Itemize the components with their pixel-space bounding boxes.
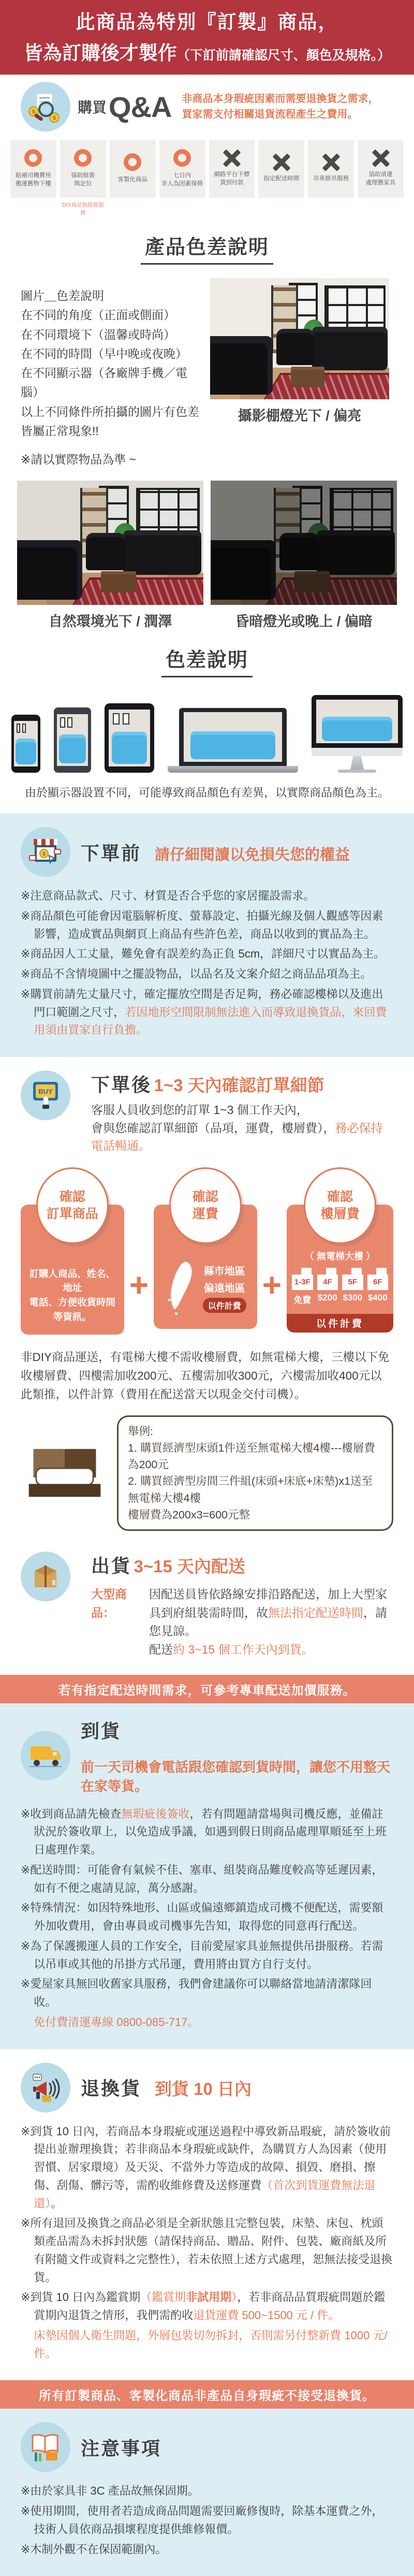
- yes-circle-icon: [24, 149, 42, 167]
- desktop-device-icon: [312, 695, 403, 773]
- x-cross-icon: [322, 154, 341, 170]
- confirm-cards: [21, 1190, 393, 1335]
- storefront-icon: [21, 827, 70, 877]
- svg-text:$: $: [42, 851, 46, 857]
- monitor-note: 由於顯示器設置不同，可能導致商品顏色有差異，以實際商品顏色為主。: [24, 786, 389, 799]
- post-order-section: [0, 1057, 414, 1549]
- returns-heading: 退換貨: [81, 2078, 142, 2100]
- caption-dark: 昏暗燈光或晚上 / 偏暗: [235, 614, 373, 629]
- notice-heading: 注意事項: [81, 2437, 162, 2459]
- note-line: ※商品顏色可能會因電腦解析度、螢幕設定、拍攝光線及個人觀感等因素影響，造成實品與網頁上商品有些許色差，商品以收到的實品為主。: [21, 909, 383, 940]
- photo-studio-light: [210, 278, 389, 399]
- x-cross-icon: [223, 150, 241, 166]
- delivery-heading: 到貨: [81, 1720, 122, 1742]
- plus-sign: +: [262, 1266, 282, 1304]
- returns-section: [0, 2049, 414, 2381]
- qa-title: 購買 Q&A: [78, 90, 172, 123]
- building-icon: 4F $200: [317, 1268, 338, 1306]
- note-line: ※注意商品款式、尺寸、材質是否合乎您的家居擺設需求。: [21, 889, 315, 902]
- pre-order-headline: 請仔細閱讀以免損失您的權益: [155, 846, 350, 863]
- carton-box-icon: [21, 1552, 70, 1601]
- caption-natural: 自然環境光下 / 潤澤: [48, 614, 172, 629]
- floor-fee-paragraph: 非DIY商品運送，有電梯大樓不需收樓層費，如無電梯大樓，三樓以下免收樓層費、四樓需加收200元、五樓需加收300元，六樓需加收400元以此類推，以件計算（費用在配送當天以現金交付司機）。: [21, 1350, 390, 1401]
- delivery-notes: [21, 1805, 393, 2032]
- caption-studio: 攝影棚燈光下 / 偏亮: [238, 408, 362, 424]
- yes-circle-icon: [124, 153, 141, 171]
- pre-order-notes: [21, 887, 393, 1039]
- returns-notes: [21, 2123, 393, 2363]
- building-icon: 5F $300: [342, 1268, 363, 1306]
- open-book-icon: [21, 2422, 70, 2472]
- bed-icon: [21, 1444, 109, 1502]
- yes-circle-icon: [173, 149, 191, 167]
- service-item: 指定配送時間: [258, 140, 304, 216]
- returns-headline: 到貨 10 日內: [155, 2079, 252, 2099]
- note-line: ※收到商品請先檢查無瑕疵後簽收，若有問題請當場與司機反應，並備註狀況於簽收單上，以免造成爭議，如遇到假日則商品處理單順延至上班日處理作業。: [21, 1807, 387, 1857]
- banner-line2: 皆為訂購後才製作（下訂前請確認尺寸、顏色及規格。）: [23, 42, 391, 64]
- mattress-note: 床墊因個人衛生問題，外層包裝切勿拆封，否則需另付整新費 1000 元/件。: [34, 2328, 388, 2360]
- service-item: 協助清運 處理舊家具: [358, 140, 404, 216]
- note-line: ※愛屋家具無回收舊家具服務，我們會建議你可以聯絡當地請清潔隊回收。: [21, 1977, 372, 2009]
- actual-item-note: ※請以實際物品為準 ~: [21, 453, 137, 466]
- note-line: ※配送時間：可能會有氣候不佳、塞車、組裝商品難度較高等延遲因素，如有不便之處請見諒，萬分感謝。: [21, 1863, 383, 1894]
- large-item-label: 大型商品：: [91, 1587, 127, 1619]
- purchase-qa-header: [0, 75, 414, 134]
- pre-order-heading: 下單前: [81, 842, 142, 864]
- x-cross-icon: [372, 150, 390, 166]
- per-item-badge: 以件計費: [203, 1298, 246, 1313]
- qa-magnifier-icon: [21, 82, 70, 132]
- color-diff-text: 圖片＿色差說明 在不同的角度（正面或側面） 在不同環境下（溫馨或時尚） 在不同的時間（早中晚或夜晚） 在不同顯示器（各廠牌手機／電腦） 以上不同條件所拍攝的圖片有色差 皆屬正常現象!!: [21, 289, 199, 438]
- x-cross-icon: [272, 154, 291, 170]
- plus-sign: +: [129, 1266, 149, 1304]
- notice-notes: [21, 2482, 393, 2558]
- tablet-device-icon: [105, 703, 154, 773]
- photo-dim-light: [211, 481, 397, 605]
- note-line: ※使用期間，使用者若造成商品問題需要回廠修復時，除基本運費之外，技術人員依商品損壞程度提供維修報價。: [21, 2505, 383, 2536]
- taiwan-map-icon: [165, 1257, 199, 1319]
- shipping-note: 因配送員皆依路線安排沿路配送，加上大型家具到府組裝需時間，故無法指定配送時間，請您見諒。: [149, 1587, 387, 1638]
- per-item-strip: 以件計費: [287, 1314, 393, 1333]
- service-item: 協助組裝 與定位 DIY商品無組裝服務: [60, 140, 106, 216]
- note-line: ※商品不含情境圖中之擺設物品，以品名及文案介紹之商品品項為主。: [21, 967, 372, 980]
- post-order-headline: 1~3 天內確認訂單細節: [154, 1076, 324, 1095]
- delivery-section: [0, 1703, 414, 2049]
- note-line: ※購買前請先丈量尺寸，確定擺放空間是否足夠，務必確認樓梯以及進出門口範圍之尺寸，若因地形空間限制無法進入而導致退換貨品，來回費用須由買家自行負擔。: [21, 987, 387, 1037]
- card-confirm-freight: 確認 運費 縣市地區 偏遠地區 以件計費: [154, 1205, 257, 1329]
- delivery-headline: 前一天司機會電話跟您確認到貨時間，讓您不用整天在家等貨。: [81, 1759, 391, 1794]
- pre-order-section: [0, 814, 414, 1057]
- service-grid: [0, 134, 414, 218]
- notice-section: [0, 2409, 414, 2576]
- note-line: ※到貨 10 日內，若商品本身瑕疵或運送過程中導致新品瑕疵，請於簽收前提出並辦理換貨；若非商品本身瑕疵或缺件，為購買方人為因素（使用習慣、居家環境）及天災、不當外力等造成的故障、損毀、磨損、擦傷、刮傷、髒污等，需酌收維修費及送修運費（首次到貨運費無法退還）。: [21, 2124, 391, 2210]
- svg-text:$: $: [53, 115, 56, 121]
- post-order-sub2: 會與您確認訂單細節（品項，運費，樓層費），務必保持電話暢通。: [91, 1121, 383, 1152]
- devices-row: [0, 683, 414, 776]
- laptop-device-icon: [168, 708, 298, 773]
- shipping-headline: 3~15 天內配送: [134, 1557, 245, 1576]
- shipping-heading: 出貨: [91, 1555, 132, 1576]
- phone-device-icon: [54, 707, 91, 773]
- color-diff-heading: 產品色差說明: [141, 231, 273, 265]
- note-line: ※木制外觀不在保固範圍內。: [21, 2542, 167, 2556]
- diy-note: DIY商品無組裝服務: [62, 202, 104, 216]
- buy-button-icon: [21, 1070, 70, 1120]
- service-item: 客製化商品: [110, 140, 156, 216]
- note-line: ※為了保護搬運人員的工作安全，目前愛屋家具並無提供吊掛服務。若需以吊車或其他的吊掛方式吊運，費用將由買方自行支付。: [21, 1939, 383, 1971]
- note-line: ※由於家具非 3C 產品故無保固期。: [21, 2484, 199, 2498]
- recycle-hotline: 免付費清運專線 0800-085-717。: [34, 2015, 199, 2029]
- shipping-section: [0, 1549, 414, 1675]
- buy-label: BUY: [38, 1088, 53, 1095]
- note-line: ※商品因人工丈量，難免會有誤差約為正負 5cm，詳細尺寸以實品為主。: [21, 947, 386, 961]
- post-order-heading: 下單後: [91, 1074, 152, 1095]
- building-icon: 6F $400: [367, 1268, 389, 1306]
- service-item: 七日內 非人為因素保修: [159, 140, 205, 216]
- banner-line1: 此商品為特別『訂製』商品，: [76, 11, 338, 33]
- note-line: ※所有退回及換貨之商品必須是全新狀態且完整包裝，床墊、床包、枕頭類產品需為未拆封狀態（請保持商品、贈品、附件、包裝、廠商紙及所有附隨文件或資料之完整性），若未依照上述方式處理，恕無法接受退換貨。: [21, 2217, 393, 2284]
- building-icon: 1-3F 免費: [292, 1268, 313, 1306]
- service-item: 網路平台下標 貨到付款: [209, 140, 255, 216]
- no-return-banner: 所有訂製商品、客製化商品非產品自身瑕疵不接受退換貨。: [0, 2380, 414, 2409]
- megaphone-icon: [21, 2063, 70, 2112]
- service-item: 貼補司機費用 搬運舊物下樓: [10, 140, 56, 216]
- service-item: 吊車掛吊服務: [308, 140, 354, 216]
- dedicated-delivery-banner: 若有指定配送時間需求，可參考專車配送加價服務。: [0, 1675, 414, 1703]
- qa-description: 非商品本身瑕疵因素而需要退換貨之需求， 買家需支付相關退貨流程產生之費用。: [182, 93, 379, 120]
- card-confirm-floor-fee: 確認 樓層費 （ 無電梯大樓 ） 1-3F 免費 4F $200 5F $300 6F $400 以件計費: [287, 1205, 393, 1333]
- screen-diff-heading: 色差說明: [161, 644, 253, 677]
- shipping-note: 配送約 3~15 個工作天內到貨。: [149, 1642, 314, 1656]
- svg-text:$: $: [32, 109, 35, 115]
- card-confirm-items: 確認 訂單商品 訂購人商品、姓名、地址 電話、方便收貨時間 等資訊。: [21, 1205, 124, 1335]
- photo-natural-light: [17, 481, 203, 605]
- custom-made-banner: [0, 0, 414, 75]
- yes-circle-icon: [74, 149, 92, 167]
- post-order-sub1: 客服人員收到您的訂單 1~3 個工作天內，: [91, 1103, 308, 1117]
- note-line: ※特殊情況：如因特殊地形、山區或偏遠鄉鎮造成司機不便配送，需要額外加收費用，會由專員或司機事先告知，取得您的同意再行配送。: [21, 1901, 383, 1933]
- color-diff-block: [0, 270, 414, 441]
- phone-device-icon: [11, 715, 40, 773]
- note-line: ※到貨 10 日內為鑑賞期（鑑賞期非試用期），若非商品品質瑕疵問題於鑑賞期內退貨之情形，我們需酌收退貨運費 500~1500 元 / 件。: [21, 2291, 386, 2322]
- truck-icon: [21, 1731, 70, 1781]
- example-box: 舉例: 1. 購買經濟型床頭1件送至無電梯大樓4樓---樓層費為200元 2. 購買經濟型房間三件組(床頭+床底+床墊)x1送至無電梯大樓4樓 樓層費為200x3=600元整: [117, 1415, 393, 1531]
